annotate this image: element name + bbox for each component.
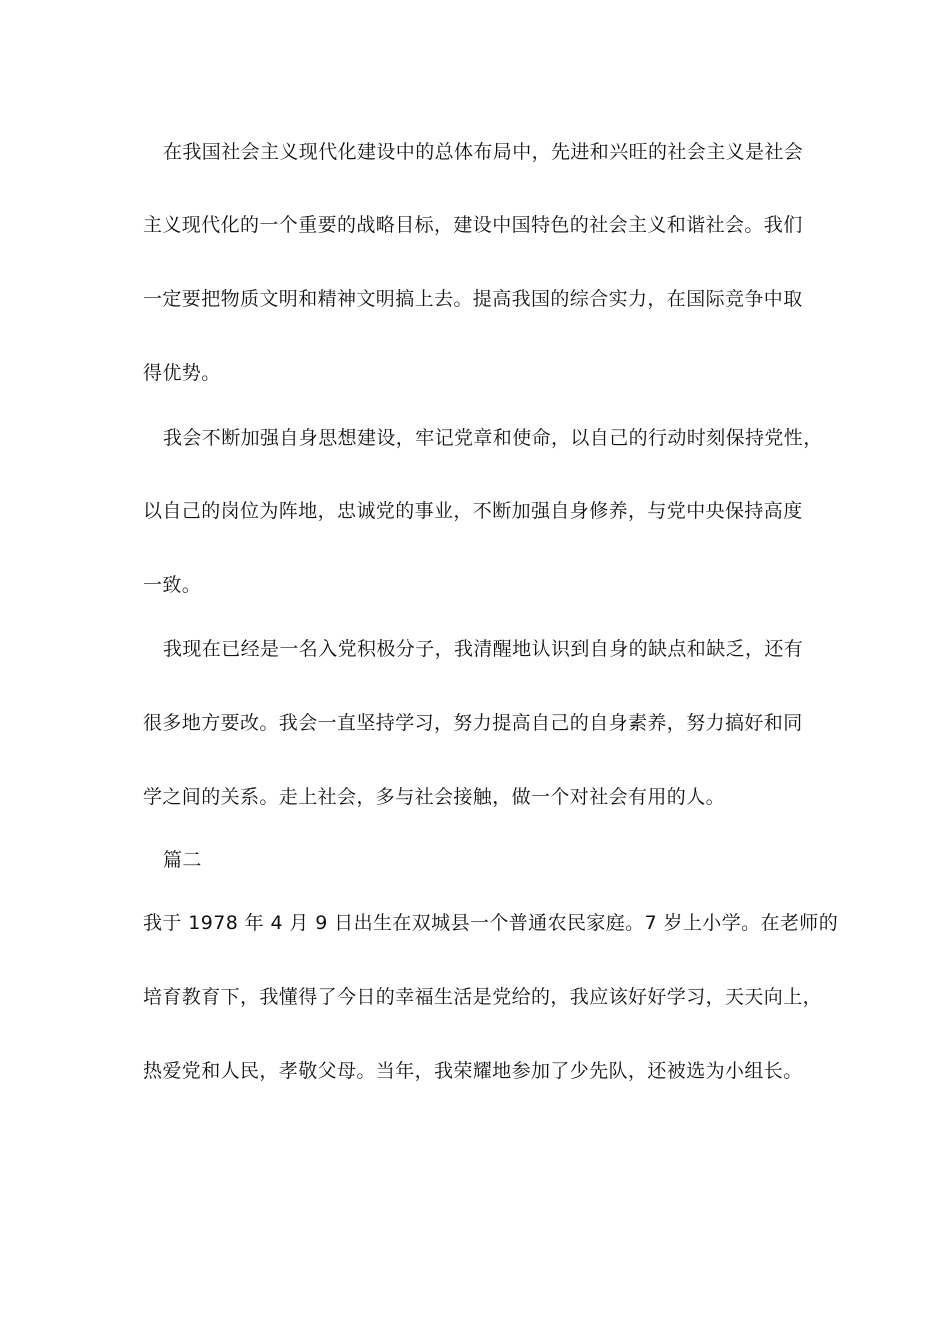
paragraph-1-line-2: 主义现代化的一个重要的战略目标，建设中国特色的社会主义和谐社会。我们 <box>143 214 803 236</box>
paragraph-3-line-2: 很多地方要改。我会一直坚持学习，努力提高自己的自身素养，努力搞好和同 <box>143 712 803 734</box>
section-2-line-1: 我于 1978 年 4 月 9 日出生在双城县一个普通农民家庭。7 岁上小学。在老师的 <box>143 912 839 934</box>
paragraph-2-line-3: 一致。 <box>143 574 202 596</box>
paragraph-1-line-3: 一定要把物质文明和精神文明搞上去。提高我国的综合实力，在国际竞争中取 <box>143 288 803 310</box>
paragraph-1-line-1: 在我国社会主义现代化建设中的总体布局中，先进和兴旺的社会主义是社会 <box>163 141 804 163</box>
section-heading: 篇二 <box>163 849 202 871</box>
paragraph-2-line-1: 我会不断加强自身思想建设，牢记党章和使命，以自己的行动时刻保持党性， <box>163 427 823 449</box>
section-2-line-3: 热爱党和人民，孝敬父母。当年，我荣耀地参加了少先队，还被选为小组长。 <box>143 1060 803 1082</box>
paragraph-3-line-1: 我现在已经是一名入党积极分子，我清醒地认识到自身的缺点和缺乏，还有 <box>163 638 804 660</box>
paragraph-3-line-3: 学之间的关系。走上社会，多与社会接触，做一个对社会有用的人。 <box>143 786 726 808</box>
section-2-line-2: 培育教育下，我懂得了今日的幸福生活是党给的，我应该好好学习，天天向上， <box>143 986 823 1008</box>
paragraph-1-line-4: 得优势。 <box>143 362 221 384</box>
paragraph-2-line-2: 以自己的岗位为阵地，忠诚党的事业，不断加强自身修养，与党中央保持高度 <box>143 500 803 522</box>
